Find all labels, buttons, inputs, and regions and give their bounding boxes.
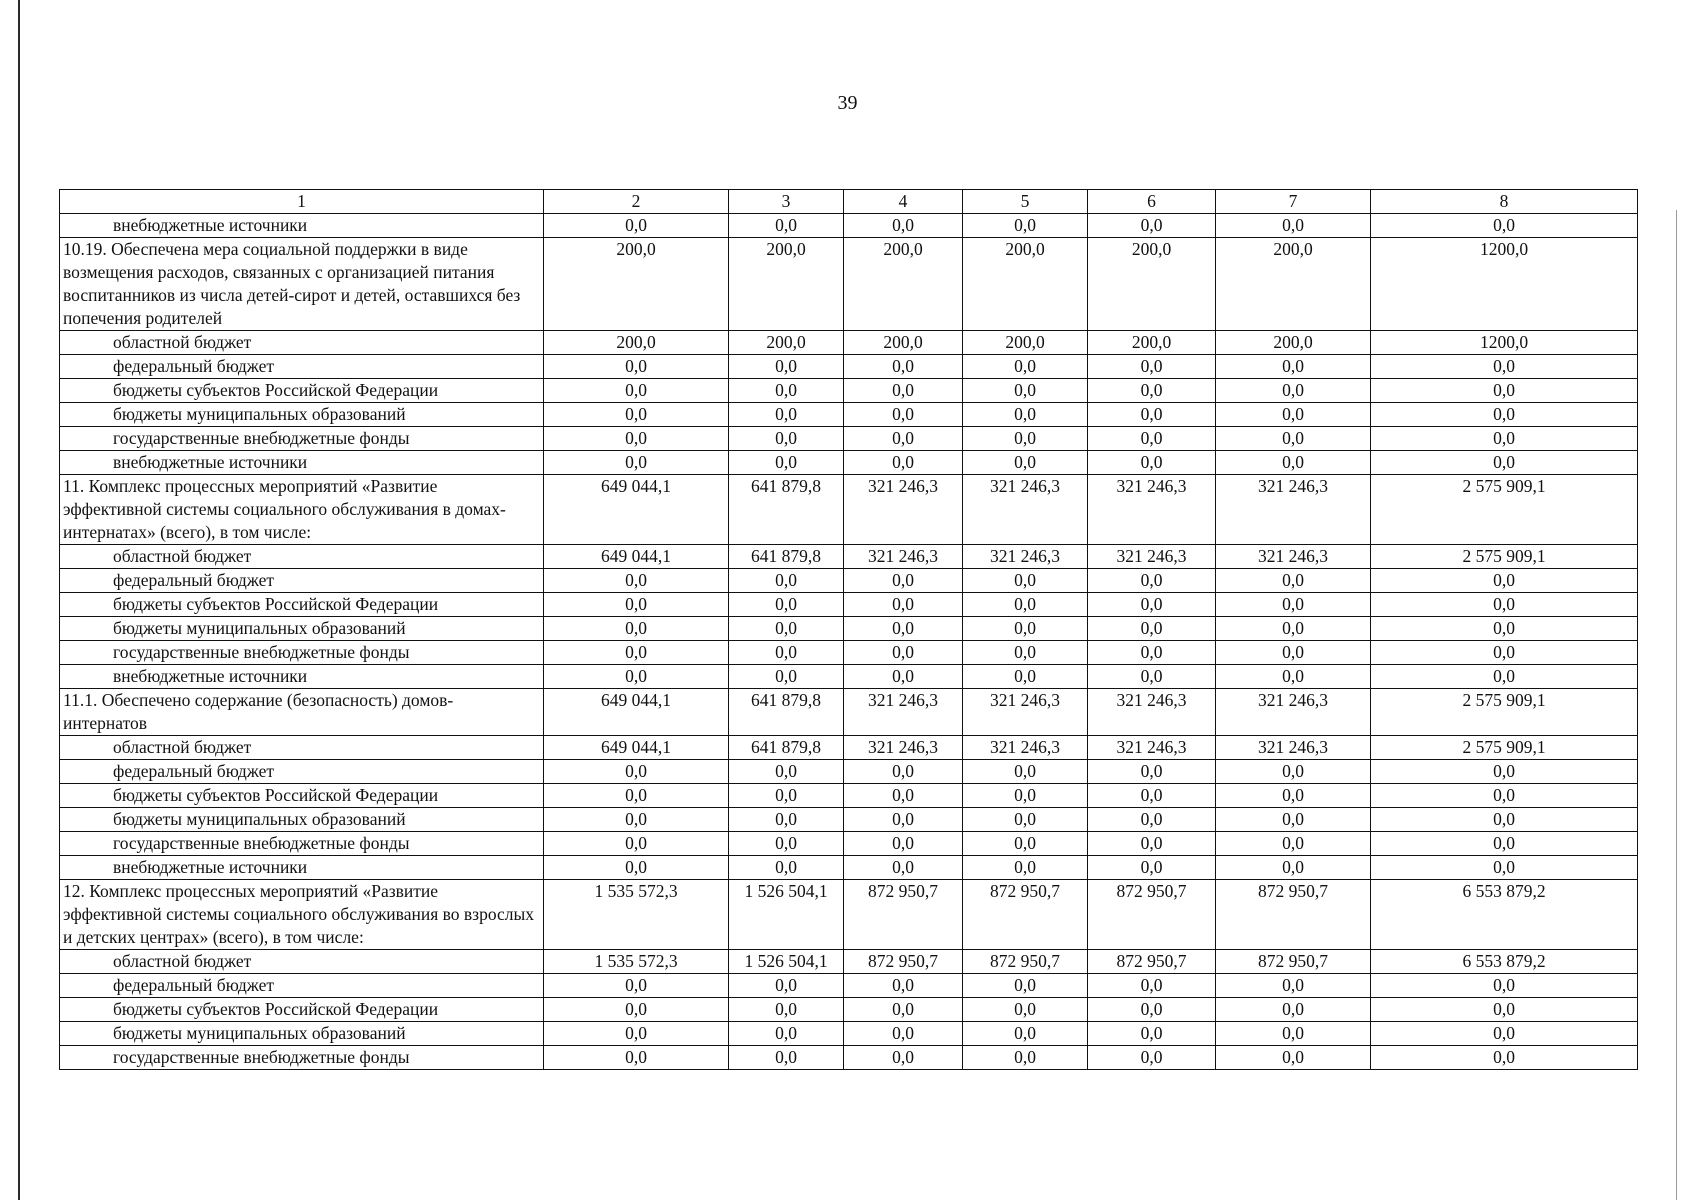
value-cell: 0,0 [1216, 355, 1371, 379]
table-row-section [60, 880, 1638, 950]
value-cell: 0,0 [844, 974, 963, 998]
column-header: 7 [1216, 190, 1371, 214]
value-cell: 1200,0 [1371, 331, 1638, 355]
value-cell: 0,0 [844, 427, 963, 451]
table-row-section [60, 689, 1638, 736]
value-cell: 200,0 [1088, 331, 1216, 355]
value-cell: 321 246,3 [963, 689, 1088, 736]
value-cell: 0,0 [1216, 856, 1371, 880]
row-source-label: бюджеты муниципальных образований [60, 1022, 544, 1046]
value-cell: 0,0 [544, 974, 729, 998]
table-row-source [60, 998, 1638, 1022]
value-cell: 0,0 [544, 379, 729, 403]
value-cell: 0,0 [844, 998, 963, 1022]
value-cell: 200,0 [844, 331, 963, 355]
table-row-source [60, 355, 1638, 379]
value-cell: 872 950,7 [1216, 880, 1371, 950]
value-cell: 0,0 [729, 808, 844, 832]
value-cell: 0,0 [844, 784, 963, 808]
value-cell: 0,0 [1371, 617, 1638, 641]
table-row-source [60, 832, 1638, 856]
value-cell: 321 246,3 [963, 475, 1088, 545]
column-header: 8 [1371, 190, 1638, 214]
value-cell: 641 879,8 [729, 545, 844, 569]
value-cell: 0,0 [963, 760, 1088, 784]
row-title: 12. Комплекс процессных мероприятий «Развитие эффективной системы социального обслуживания во взрослых и детских центрах» (всего), в том числе: [60, 880, 544, 950]
value-cell: 0,0 [544, 784, 729, 808]
table-row-source [60, 451, 1638, 475]
value-cell: 6 553 879,2 [1371, 950, 1638, 974]
table-row-source [60, 379, 1638, 403]
value-cell: 321 246,3 [1216, 545, 1371, 569]
value-cell: 0,0 [1216, 784, 1371, 808]
value-cell: 0,0 [1088, 784, 1216, 808]
value-cell: 0,0 [544, 214, 729, 238]
row-source-label: федеральный бюджет [60, 760, 544, 784]
value-cell: 0,0 [844, 451, 963, 475]
value-cell: 0,0 [729, 569, 844, 593]
value-cell: 1200,0 [1371, 238, 1638, 331]
value-cell: 0,0 [1371, 403, 1638, 427]
value-cell: 0,0 [963, 451, 1088, 475]
value-cell: 0,0 [963, 856, 1088, 880]
table-row-source [60, 214, 1638, 238]
value-cell: 200,0 [1088, 238, 1216, 331]
table-row-source [60, 974, 1638, 998]
value-cell: 200,0 [729, 331, 844, 355]
page-number: 39 [837, 92, 858, 114]
value-cell: 0,0 [1088, 641, 1216, 665]
column-header: 5 [963, 190, 1088, 214]
value-cell: 0,0 [844, 641, 963, 665]
value-cell: 0,0 [1216, 569, 1371, 593]
value-cell: 872 950,7 [1088, 950, 1216, 974]
table-row-source [60, 665, 1638, 689]
value-cell: 0,0 [729, 593, 844, 617]
value-cell: 0,0 [1216, 617, 1371, 641]
value-cell: 0,0 [1088, 451, 1216, 475]
table-row-source [60, 545, 1638, 569]
value-cell: 872 950,7 [1088, 880, 1216, 950]
value-cell: 0,0 [1371, 641, 1638, 665]
value-cell: 0,0 [1216, 665, 1371, 689]
value-cell: 0,0 [1216, 593, 1371, 617]
value-cell: 641 879,8 [729, 689, 844, 736]
row-source-label: государственные внебюджетные фонды [60, 1046, 544, 1070]
value-cell: 0,0 [963, 1022, 1088, 1046]
value-cell: 321 246,3 [1216, 736, 1371, 760]
value-cell: 0,0 [1088, 593, 1216, 617]
value-cell: 0,0 [963, 214, 1088, 238]
value-cell: 321 246,3 [1088, 475, 1216, 545]
value-cell: 200,0 [963, 331, 1088, 355]
row-source-label: государственные внебюджетные фонды [60, 641, 544, 665]
column-header: 2 [544, 190, 729, 214]
value-cell: 0,0 [963, 832, 1088, 856]
value-cell: 321 246,3 [1216, 475, 1371, 545]
value-cell: 0,0 [544, 355, 729, 379]
value-cell: 321 246,3 [963, 736, 1088, 760]
value-cell: 0,0 [1371, 832, 1638, 856]
value-cell: 200,0 [844, 238, 963, 331]
value-cell: 0,0 [1371, 451, 1638, 475]
value-cell: 0,0 [1216, 1022, 1371, 1046]
value-cell: 0,0 [1088, 1046, 1216, 1070]
value-cell: 0,0 [729, 355, 844, 379]
value-cell: 0,0 [1088, 617, 1216, 641]
row-source-label: областной бюджет [60, 736, 544, 760]
value-cell: 321 246,3 [844, 545, 963, 569]
value-cell: 0,0 [844, 403, 963, 427]
value-cell: 0,0 [1088, 998, 1216, 1022]
scan-edge-right [1676, 210, 1677, 1200]
table-row-source [60, 593, 1638, 617]
row-source-label: государственные внебюджетные фонды [60, 832, 544, 856]
value-cell: 200,0 [544, 331, 729, 355]
value-cell: 0,0 [1371, 998, 1638, 1022]
value-cell: 0,0 [1371, 379, 1638, 403]
row-source-label: федеральный бюджет [60, 569, 544, 593]
value-cell: 0,0 [844, 379, 963, 403]
value-cell: 2 575 909,1 [1371, 736, 1638, 760]
value-cell: 0,0 [963, 593, 1088, 617]
table-row-source [60, 1022, 1638, 1046]
value-cell: 321 246,3 [1088, 689, 1216, 736]
value-cell: 0,0 [1088, 403, 1216, 427]
value-cell: 200,0 [544, 238, 729, 331]
row-source-label: бюджеты субъектов Российской Федерации [60, 998, 544, 1022]
table-row-source [60, 950, 1638, 974]
value-cell: 0,0 [1371, 1046, 1638, 1070]
value-cell: 0,0 [544, 808, 729, 832]
value-cell: 0,0 [729, 665, 844, 689]
value-cell: 649 044,1 [544, 736, 729, 760]
value-cell: 0,0 [963, 998, 1088, 1022]
value-cell: 649 044,1 [544, 475, 729, 545]
value-cell: 200,0 [729, 238, 844, 331]
table-row-source [60, 736, 1638, 760]
row-source-label: бюджеты субъектов Российской Федерации [60, 379, 544, 403]
value-cell: 0,0 [1371, 784, 1638, 808]
value-cell: 0,0 [729, 832, 844, 856]
value-cell: 321 246,3 [1088, 545, 1216, 569]
value-cell: 0,0 [1216, 379, 1371, 403]
value-cell: 649 044,1 [544, 545, 729, 569]
value-cell: 0,0 [963, 665, 1088, 689]
value-cell: 0,0 [729, 427, 844, 451]
value-cell: 321 246,3 [844, 736, 963, 760]
row-source-label: областной бюджет [60, 545, 544, 569]
row-source-label: федеральный бюджет [60, 355, 544, 379]
table-row-source [60, 403, 1638, 427]
value-cell: 0,0 [1088, 760, 1216, 784]
row-source-label: внебюджетные источники [60, 214, 544, 238]
value-cell: 0,0 [1216, 451, 1371, 475]
value-cell: 1 526 504,1 [729, 950, 844, 974]
row-source-label: областной бюджет [60, 950, 544, 974]
value-cell: 0,0 [1088, 214, 1216, 238]
value-cell: 0,0 [729, 617, 844, 641]
value-cell: 872 950,7 [844, 880, 963, 950]
value-cell: 0,0 [729, 856, 844, 880]
row-source-label: государственные внебюджетные фонды [60, 427, 544, 451]
value-cell: 0,0 [963, 379, 1088, 403]
value-cell: 0,0 [1088, 355, 1216, 379]
column-header: 3 [729, 190, 844, 214]
value-cell: 0,0 [544, 1022, 729, 1046]
row-source-label: бюджеты субъектов Российской Федерации [60, 593, 544, 617]
value-cell: 0,0 [963, 403, 1088, 427]
row-source-label: бюджеты субъектов Российской Федерации [60, 784, 544, 808]
value-cell: 0,0 [544, 427, 729, 451]
row-source-label: внебюджетные источники [60, 665, 544, 689]
value-cell: 872 950,7 [844, 950, 963, 974]
value-cell: 0,0 [1088, 569, 1216, 593]
value-cell: 0,0 [963, 569, 1088, 593]
value-cell: 0,0 [963, 427, 1088, 451]
table-row-source [60, 331, 1638, 355]
value-cell: 0,0 [544, 760, 729, 784]
row-title: 10.19. Обеспечена мера социальной поддержки в виде возмещения расходов, связанных с организацией питания воспитанников из числа детей-сирот и детей, оставшихся без попечения родителей [60, 238, 544, 331]
row-source-label: федеральный бюджет [60, 974, 544, 998]
row-title: 11.1. Обеспечено содержание (безопасность) домов-интернатов [60, 689, 544, 736]
value-cell: 0,0 [844, 760, 963, 784]
column-header: 1 [60, 190, 544, 214]
table-row-source [60, 808, 1638, 832]
table-row-source [60, 856, 1638, 880]
value-cell: 1 535 572,3 [544, 950, 729, 974]
table-row-source [60, 760, 1638, 784]
value-cell: 0,0 [1088, 665, 1216, 689]
value-cell: 0,0 [544, 569, 729, 593]
value-cell: 0,0 [729, 998, 844, 1022]
value-cell: 0,0 [963, 617, 1088, 641]
row-source-label: внебюджетные источники [60, 451, 544, 475]
value-cell: 321 246,3 [963, 545, 1088, 569]
value-cell: 321 246,3 [844, 689, 963, 736]
value-cell: 0,0 [844, 808, 963, 832]
budget-table-body [60, 190, 1638, 1070]
budget-table [59, 189, 1638, 1070]
value-cell: 0,0 [844, 665, 963, 689]
value-cell: 0,0 [544, 641, 729, 665]
value-cell: 0,0 [963, 974, 1088, 998]
table-row-source [60, 1046, 1638, 1070]
row-source-label: бюджеты муниципальных образований [60, 617, 544, 641]
value-cell: 872 950,7 [1216, 950, 1371, 974]
value-cell: 0,0 [844, 856, 963, 880]
value-cell: 0,0 [844, 214, 963, 238]
value-cell: 0,0 [1216, 808, 1371, 832]
value-cell: 6 553 879,2 [1371, 880, 1638, 950]
value-cell: 649 044,1 [544, 689, 729, 736]
value-cell: 1 526 504,1 [729, 880, 844, 950]
value-cell: 0,0 [1371, 665, 1638, 689]
value-cell: 0,0 [544, 593, 729, 617]
value-cell: 0,0 [844, 1022, 963, 1046]
value-cell: 0,0 [1088, 832, 1216, 856]
value-cell: 0,0 [1371, 1022, 1638, 1046]
value-cell: 0,0 [1371, 355, 1638, 379]
value-cell: 0,0 [844, 355, 963, 379]
value-cell: 2 575 909,1 [1371, 475, 1638, 545]
value-cell: 321 246,3 [1216, 689, 1371, 736]
value-cell: 0,0 [1216, 974, 1371, 998]
value-cell: 0,0 [1216, 403, 1371, 427]
value-cell: 0,0 [963, 808, 1088, 832]
value-cell: 0,0 [544, 856, 729, 880]
value-cell: 0,0 [963, 1046, 1088, 1070]
table-row-section [60, 475, 1638, 545]
value-cell: 0,0 [1088, 1022, 1216, 1046]
value-cell: 0,0 [963, 355, 1088, 379]
table-row-source [60, 569, 1638, 593]
value-cell: 0,0 [544, 832, 729, 856]
value-cell: 0,0 [1088, 427, 1216, 451]
value-cell: 0,0 [1216, 1046, 1371, 1070]
value-cell: 0,0 [1371, 569, 1638, 593]
value-cell: 0,0 [1371, 427, 1638, 451]
table-row-source [60, 617, 1638, 641]
value-cell: 0,0 [1216, 760, 1371, 784]
value-cell: 0,0 [1088, 856, 1216, 880]
scan-edge-left [18, 0, 20, 1200]
value-cell: 0,0 [1088, 808, 1216, 832]
value-cell: 641 879,8 [729, 475, 844, 545]
value-cell: 0,0 [1088, 974, 1216, 998]
value-cell: 0,0 [1216, 832, 1371, 856]
value-cell: 0,0 [963, 784, 1088, 808]
value-cell: 0,0 [729, 451, 844, 475]
value-cell: 0,0 [729, 760, 844, 784]
table-row-source [60, 784, 1638, 808]
value-cell: 2 575 909,1 [1371, 689, 1638, 736]
value-cell: 0,0 [1216, 427, 1371, 451]
column-number-row [60, 190, 1638, 214]
value-cell: 200,0 [963, 238, 1088, 331]
value-cell: 0,0 [729, 214, 844, 238]
value-cell: 321 246,3 [844, 475, 963, 545]
value-cell: 0,0 [544, 617, 729, 641]
table-row-source [60, 641, 1638, 665]
value-cell: 872 950,7 [963, 880, 1088, 950]
value-cell: 0,0 [1371, 974, 1638, 998]
value-cell: 0,0 [1371, 593, 1638, 617]
value-cell: 0,0 [1216, 998, 1371, 1022]
value-cell: 200,0 [1216, 331, 1371, 355]
value-cell: 0,0 [844, 1046, 963, 1070]
value-cell: 0,0 [1216, 214, 1371, 238]
value-cell: 0,0 [844, 569, 963, 593]
value-cell: 0,0 [729, 1046, 844, 1070]
value-cell: 0,0 [729, 1022, 844, 1046]
row-source-label: бюджеты муниципальных образований [60, 808, 544, 832]
value-cell: 321 246,3 [1088, 736, 1216, 760]
row-title: 11. Комплекс процессных мероприятий «Развитие эффективной системы социального обслуживания в домах-интернатах» (всего), в том числе: [60, 475, 544, 545]
value-cell: 2 575 909,1 [1371, 545, 1638, 569]
value-cell: 0,0 [729, 784, 844, 808]
value-cell: 0,0 [544, 403, 729, 427]
table-row-source [60, 427, 1638, 451]
value-cell: 0,0 [1371, 214, 1638, 238]
value-cell: 0,0 [544, 998, 729, 1022]
value-cell: 0,0 [544, 665, 729, 689]
table-row-section [60, 238, 1638, 331]
value-cell: 0,0 [729, 403, 844, 427]
value-cell: 0,0 [544, 451, 729, 475]
column-header: 6 [1088, 190, 1216, 214]
value-cell: 0,0 [844, 832, 963, 856]
row-source-label: областной бюджет [60, 331, 544, 355]
column-header: 4 [844, 190, 963, 214]
value-cell: 0,0 [1216, 641, 1371, 665]
value-cell: 0,0 [544, 1046, 729, 1070]
value-cell: 0,0 [1371, 760, 1638, 784]
value-cell: 0,0 [963, 641, 1088, 665]
value-cell: 872 950,7 [963, 950, 1088, 974]
value-cell: 0,0 [1088, 379, 1216, 403]
row-source-label: внебюджетные источники [60, 856, 544, 880]
value-cell: 0,0 [729, 379, 844, 403]
value-cell: 0,0 [844, 593, 963, 617]
value-cell: 0,0 [1371, 808, 1638, 832]
value-cell: 0,0 [729, 641, 844, 665]
value-cell: 1 535 572,3 [544, 880, 729, 950]
value-cell: 0,0 [729, 974, 844, 998]
value-cell: 641 879,8 [729, 736, 844, 760]
value-cell: 0,0 [1371, 856, 1638, 880]
row-source-label: бюджеты муниципальных образований [60, 403, 544, 427]
value-cell: 0,0 [844, 617, 963, 641]
value-cell: 200,0 [1216, 238, 1371, 331]
